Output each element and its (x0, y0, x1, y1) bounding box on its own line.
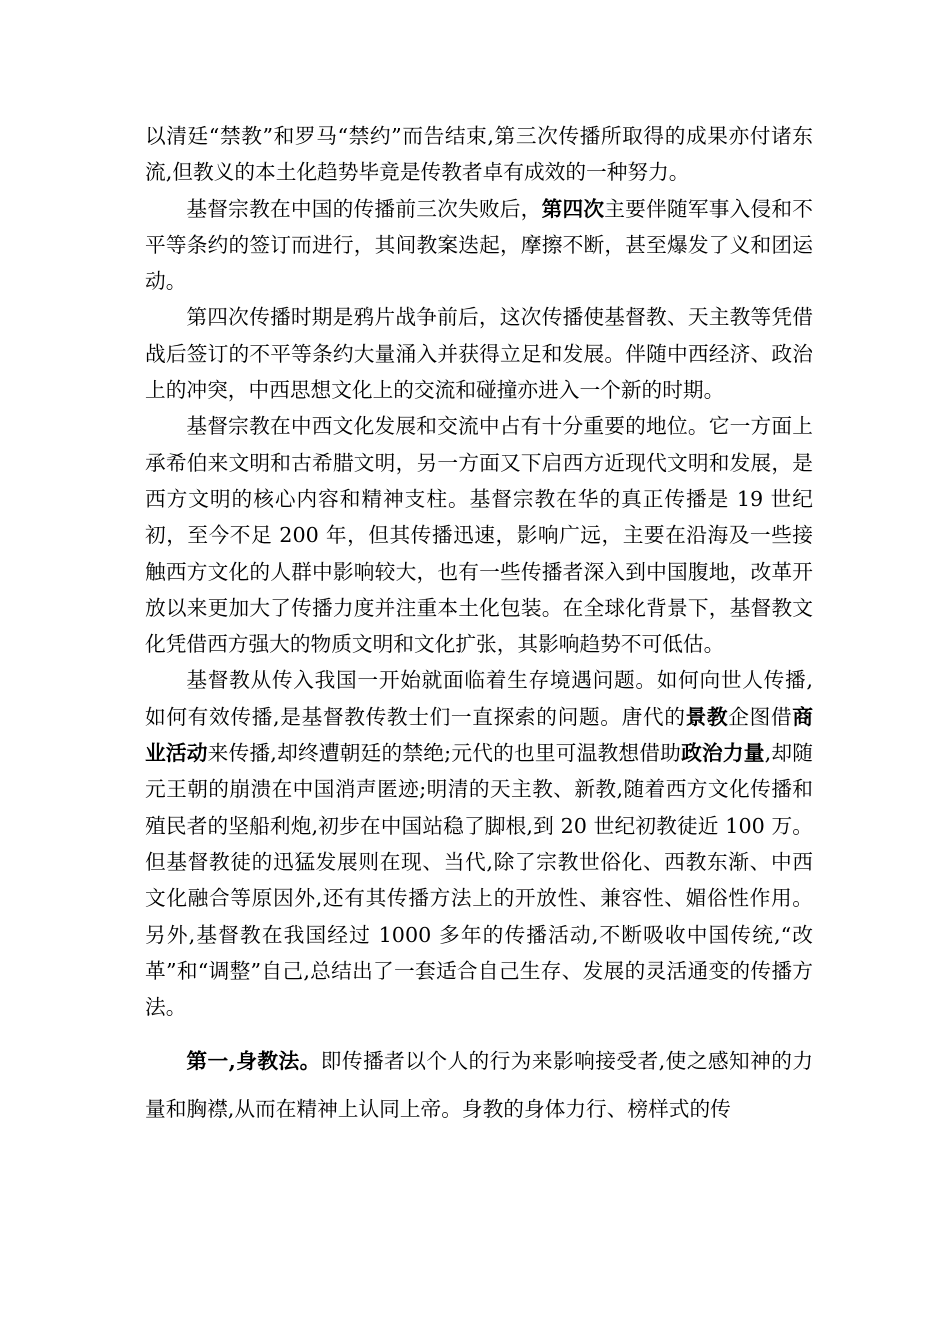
text-run: ,却随元王朝的崩溃在中国消声匿迹;明清的天主教、新教,随着西方文化传播和殖民者的坚船利炮,初步在中国站稳了脚根,到 20 世纪初教徒近 100 万。但基督教徒的迅猛发展则在现、当代,除了宗教世俗化、西教东渐、中西文化融合等原因外,还有其传播方法上的开放性、兼容性、媚俗性作用。另外,基督教在我国经过 1000 多年的传播活动,不断吸收中国传统,“改革”和“调整”自己,总结出了一套适合自己生存、发展的灵活通变的传播方法。 (145, 741, 813, 1020)
paragraph (145, 662, 813, 1025)
bold-text: 政治力量 (681, 741, 765, 766)
text-run: 主要伴随军事入侵和不平等条约的签订而进行，其间教案迭起，摩擦不断，甚至爆发了义和团运动。 (145, 196, 813, 294)
text-run: 基督教从传入我国一开始就面临着生存境遇问题。如何向世人传播,如何有效传播,是基督教传教士们一直探索的问题。唐代的 (145, 668, 813, 729)
bold-text: 景教 (685, 704, 729, 729)
bold-text: 第四次 (541, 196, 605, 221)
paragraph (145, 1037, 813, 1133)
text-run: 以清廷“禁教”和罗马“禁约”而告结束,第三次传播所取得的成果亦付诸东流,但教义的本土化趋势毕竟是传教者卓有成效的一种努力。 (145, 124, 813, 185)
text-run: 即传播者以个人的行为来影响接受者,使之感知神的力量和胸襟,从而在精神上认同上帝。身教的身体力行、榜样式的传 (145, 1049, 814, 1122)
text-run: 基督宗教在中西文化发展和交流中占有十分重要的地位。它一方面上承希伯来文明和古希腊文明，另一方面又下启西方近现代文明和发展，是西方文明的核心内容和精神支柱。基督宗教在华的真正传播是 19 世纪初，至今不足 200 年，但其传播迅速，影响广远，主要在沿海及一些接触西方文化的人群中影响较大，也有一些传播者深入到中国腹地，改革开放以来更加大了传播力度并注重本土化包装。在全球化背景下，基督教文化凭借西方强大的物质文明和文化扩张，其影响趋势不可低估。 (145, 414, 813, 657)
paragraph (145, 118, 813, 191)
bold-text: 商业活动 (145, 704, 813, 766)
bold-text: 第一,身教法。 (186, 1049, 321, 1074)
text-run: 来传播,却终遭朝廷的禁绝;元代的也里可温教想借助 (207, 741, 682, 766)
paragraph (145, 299, 813, 408)
paragraph (145, 191, 813, 300)
document-body (145, 118, 813, 1133)
text-run: 基督宗教在中国的传播前三次失败后， (186, 196, 542, 221)
text-run: 企图借 (728, 704, 793, 729)
paragraph (145, 408, 813, 662)
text-run: 第四次传播时期是鸦片战争前后，这次传播使基督教、天主教等凭借战后签订的不平等条约大量涌入并获得立足和发展。伴随中西经济、政治上的冲突，中西思想文化上的交流和碰撞亦进入一个新的时期。 (145, 305, 813, 403)
